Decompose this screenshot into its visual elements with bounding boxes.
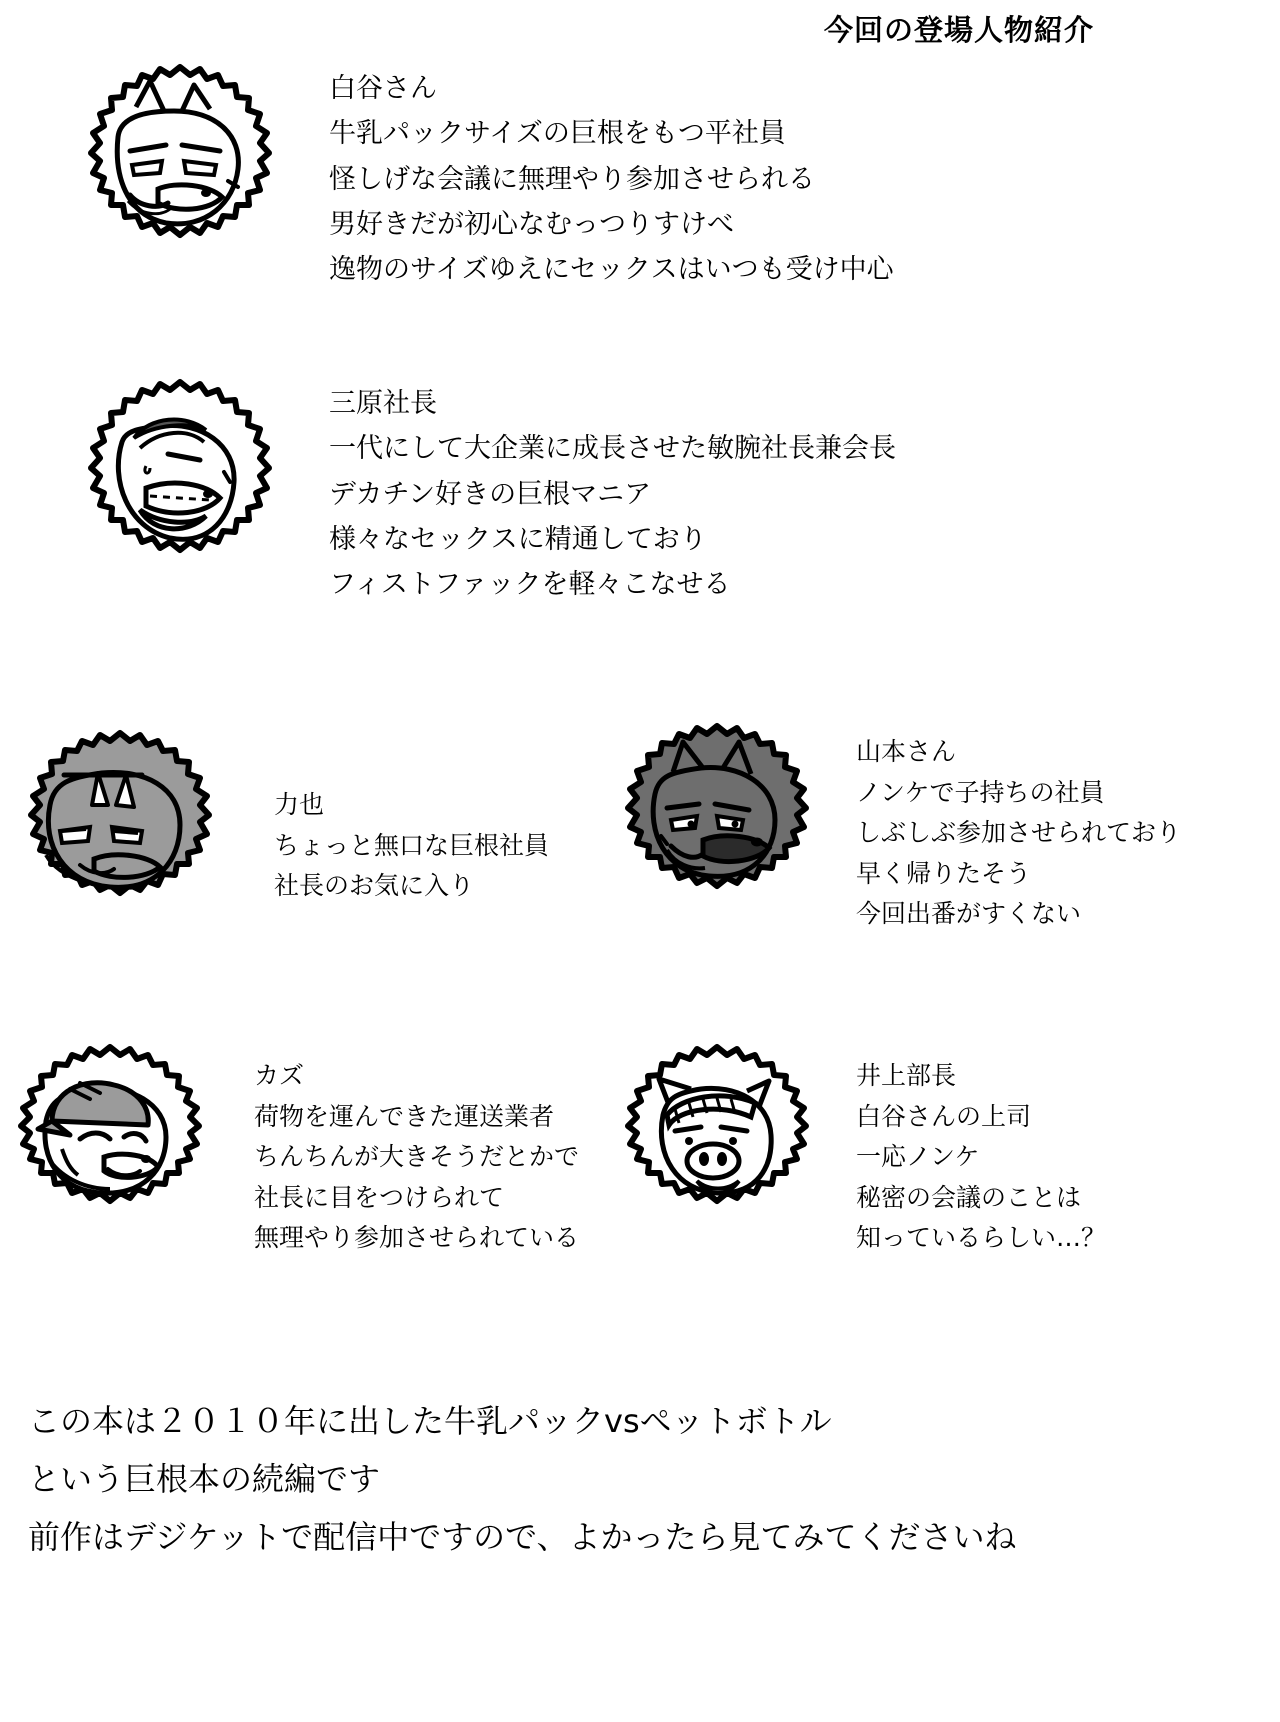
character-name: 井上部長 bbox=[856, 1061, 957, 1090]
character-portrait-yamamoto bbox=[592, 718, 842, 958]
character-text-inoue bbox=[856, 1040, 1106, 1259]
character-line: 逸物のサイズゆえにセックスはいつも受け中心 bbox=[329, 254, 894, 286]
character-name: 三原社長 bbox=[329, 388, 437, 419]
character-line: 無理やり参加させられている bbox=[254, 1223, 580, 1252]
character-line: 荷物を運んできた運送業者 bbox=[254, 1101, 555, 1131]
character-portrait-inoue bbox=[592, 1040, 842, 1270]
character-line: 白谷さんの上司 bbox=[856, 1101, 1032, 1131]
character-line: 怪しげな会議に無理やり参加させられる bbox=[329, 163, 815, 195]
character-entry-inoue bbox=[592, 1040, 1106, 1270]
character-name: 白谷さん bbox=[329, 73, 437, 104]
character-line: フィストファックを軽々こなせる bbox=[329, 569, 731, 601]
character-text-rikiya bbox=[274, 725, 549, 907]
footer-line: この本は２０１０年に出した牛乳パックvsペットボトル bbox=[28, 1402, 832, 1440]
character-text-yamamoto bbox=[856, 718, 1181, 935]
page-title: 今回の登場人物紹介 bbox=[823, 13, 1094, 47]
character-text-shiratani bbox=[329, 60, 894, 293]
character-line: ちょっと無口な巨根社員 bbox=[274, 830, 550, 860]
character-line: 今回出番がすくない bbox=[856, 899, 1082, 928]
character-entry-mihara bbox=[45, 375, 896, 625]
character-text-mihara bbox=[329, 375, 896, 608]
character-name: カズ bbox=[254, 1061, 305, 1090]
character-line: 社長のお気に入り bbox=[274, 871, 475, 900]
character-line: 様々なセックスに精通しており bbox=[329, 524, 707, 556]
character-portrait-mihara bbox=[45, 375, 315, 625]
footer-line: 前作はデジケットで配信中ですので、よかったら見てみてくださいね bbox=[28, 1518, 1017, 1557]
character-line: 男好きだが初心なむっつりすけべ bbox=[329, 209, 734, 241]
character-line: 牛乳パックサイズの巨根をもつ平社員 bbox=[329, 118, 786, 150]
character-line: ちんちんが大きそうだとかで bbox=[254, 1142, 580, 1171]
character-portrait-rikiya bbox=[0, 725, 260, 965]
character-entry-shiratani bbox=[45, 60, 894, 310]
character-line: ノンケで子持ちの社員 bbox=[856, 777, 1105, 807]
character-line: 知っているらしい…？ bbox=[856, 1223, 1107, 1252]
character-line: 社長に目をつけられて bbox=[254, 1182, 505, 1212]
character-entry-kazu bbox=[0, 1040, 579, 1270]
character-name: 山本さん bbox=[856, 737, 957, 766]
character-line: 一応ノンケ bbox=[856, 1142, 980, 1171]
character-line: 一代にして大企業に成長させた敏腕社長兼会長 bbox=[329, 433, 896, 465]
character-portrait-shiratani bbox=[45, 60, 315, 310]
character-entry-yamamoto bbox=[592, 718, 1181, 958]
character-line: 秘密の会議のことは bbox=[856, 1182, 1082, 1212]
character-text-kazu bbox=[254, 1040, 579, 1259]
footer-note bbox=[28, 1392, 1258, 1567]
character-entry-rikiya bbox=[0, 725, 549, 965]
character-line: 早く帰りたそう bbox=[856, 858, 1032, 888]
character-line: デカチン好きの巨根マニア bbox=[329, 478, 652, 510]
footer-line: という巨根本の続編です bbox=[28, 1460, 381, 1499]
character-portrait-kazu bbox=[0, 1040, 240, 1270]
character-line: しぶしぶ参加させられており bbox=[856, 818, 1182, 847]
character-name: 力也 bbox=[274, 790, 325, 819]
